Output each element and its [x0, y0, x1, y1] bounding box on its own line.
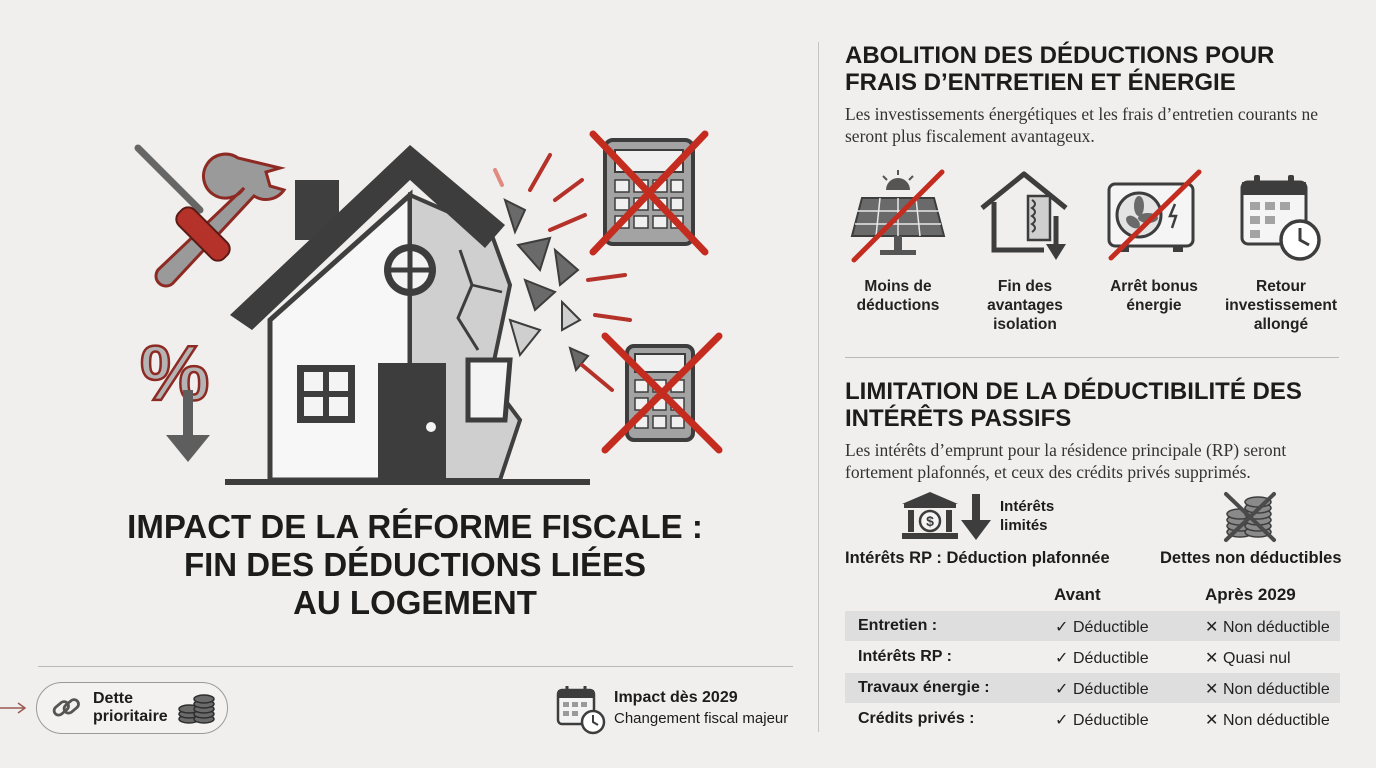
row-label: Intérêts RP : — [858, 648, 952, 665]
row-label: Travaux énergie : — [858, 679, 990, 696]
column-header-after: Après 2029 — [1205, 585, 1296, 604]
after-value: Non déductible — [1223, 619, 1330, 636]
icon-label-3: Arrêt bonus énergie — [1110, 278, 1198, 314]
bank-dollar-icon — [900, 490, 960, 542]
calculator-crossed-icon — [605, 336, 719, 450]
before-value: Déductible — [1073, 681, 1149, 698]
non-deductible-debt-caption: Dettes non déductibles — [1160, 549, 1342, 567]
after-value: Non déductible — [1223, 712, 1330, 729]
after-value: Non déductible — [1223, 681, 1330, 698]
hero-illustration — [110, 120, 730, 500]
icon-label-2: Fin des avantages isolation — [987, 278, 1063, 333]
check-icon: ✓ — [1055, 619, 1069, 636]
table-row — [845, 642, 1340, 672]
row-label: Crédits privés : — [858, 710, 975, 727]
link-chain-icon — [51, 695, 81, 721]
svg-text:%: % — [140, 329, 210, 417]
table-row — [845, 611, 1340, 641]
row-label: Entretien : — [858, 617, 938, 634]
section2-title-line-1: LIMITATION DE LA DÉDUCTIBILITÉ DES — [845, 378, 1302, 405]
section1-title — [845, 42, 1274, 96]
table-row — [845, 673, 1340, 703]
arrow-down-icon — [958, 492, 994, 544]
solar-panel-crossed-icon — [848, 168, 948, 266]
column-header-before: Avant — [1054, 585, 1101, 604]
section1-title-line-2: FRAIS D’ENTRETIEN ET ÉNERGIE — [845, 69, 1236, 96]
column-divider — [818, 42, 819, 732]
icon-label-1: Moins de déductions — [856, 278, 940, 314]
calendar-clock-icon — [556, 684, 606, 736]
debt-priority-pill — [36, 682, 228, 734]
section2-title-line-2: INTÉRÊTS PASSIFS — [845, 405, 1072, 432]
table-row — [845, 704, 1340, 734]
check-icon: ✓ — [1055, 681, 1069, 698]
svg-text:$: $ — [926, 513, 934, 529]
arrow-right-icon — [0, 700, 30, 716]
interest-limited-note: Intérêts limités — [1000, 498, 1055, 534]
cross-icon: ✕ — [1205, 681, 1219, 698]
calculator-crossed-icon — [593, 134, 705, 252]
section-divider — [845, 357, 1339, 358]
coin-stack-icon — [177, 691, 217, 725]
main-title — [40, 508, 790, 622]
main-title-line-1: IMPACT DE LA RÉFORME FISCALE : — [127, 508, 703, 545]
rp-interest-caption: Intérêts RP : Déduction plafonnée — [845, 549, 1110, 567]
debris-shards — [505, 200, 588, 370]
check-icon: ✓ — [1055, 712, 1069, 729]
impact-date: Impact dès 2029 — [614, 689, 738, 706]
cross-icon: ✕ — [1205, 619, 1219, 636]
before-value: Déductible — [1073, 712, 1149, 729]
icon-label-4: Retour investissement allongé — [1225, 278, 1337, 333]
main-title-line-3: AU LOGEMENT — [293, 584, 537, 621]
cross-icon: ✕ — [1205, 650, 1219, 667]
heat-pump-crossed-icon — [1105, 168, 1205, 264]
footer-divider — [38, 666, 793, 667]
coins-crossed-icon — [1222, 488, 1278, 544]
section1-description: Les investissements énergétiques et les frais d’entretien courants ne seront plus fiscalement avantageux. — [845, 104, 1318, 146]
percent-down-icon — [140, 329, 210, 462]
calendar-clock-icon — [1238, 172, 1328, 264]
cross-icon: ✕ — [1205, 712, 1219, 729]
check-icon: ✓ — [1055, 650, 1069, 667]
impact-subtitle: Changement fiscal majeur — [614, 710, 789, 727]
before-value: Déductible — [1073, 619, 1149, 636]
wrench-screwdriver-icon — [138, 148, 284, 286]
section2-description: Les intérêts d’emprunt pour la résidence principale (RP) seront fortement plafonnés, et ceux des crédits privés supprimés. — [845, 440, 1287, 482]
after-value: Quasi nul — [1223, 650, 1291, 667]
section1-title-line-1: ABOLITION DES DÉDUCTIONS POUR — [845, 42, 1275, 69]
main-title-line-2: FIN DES DÉDUCTIONS LIÉES — [183, 546, 647, 583]
section2-title — [845, 378, 1302, 432]
house-insulation-icon — [978, 170, 1074, 266]
pill-label: Dette prioritaire — [93, 690, 168, 725]
before-value: Déductible — [1073, 650, 1149, 667]
